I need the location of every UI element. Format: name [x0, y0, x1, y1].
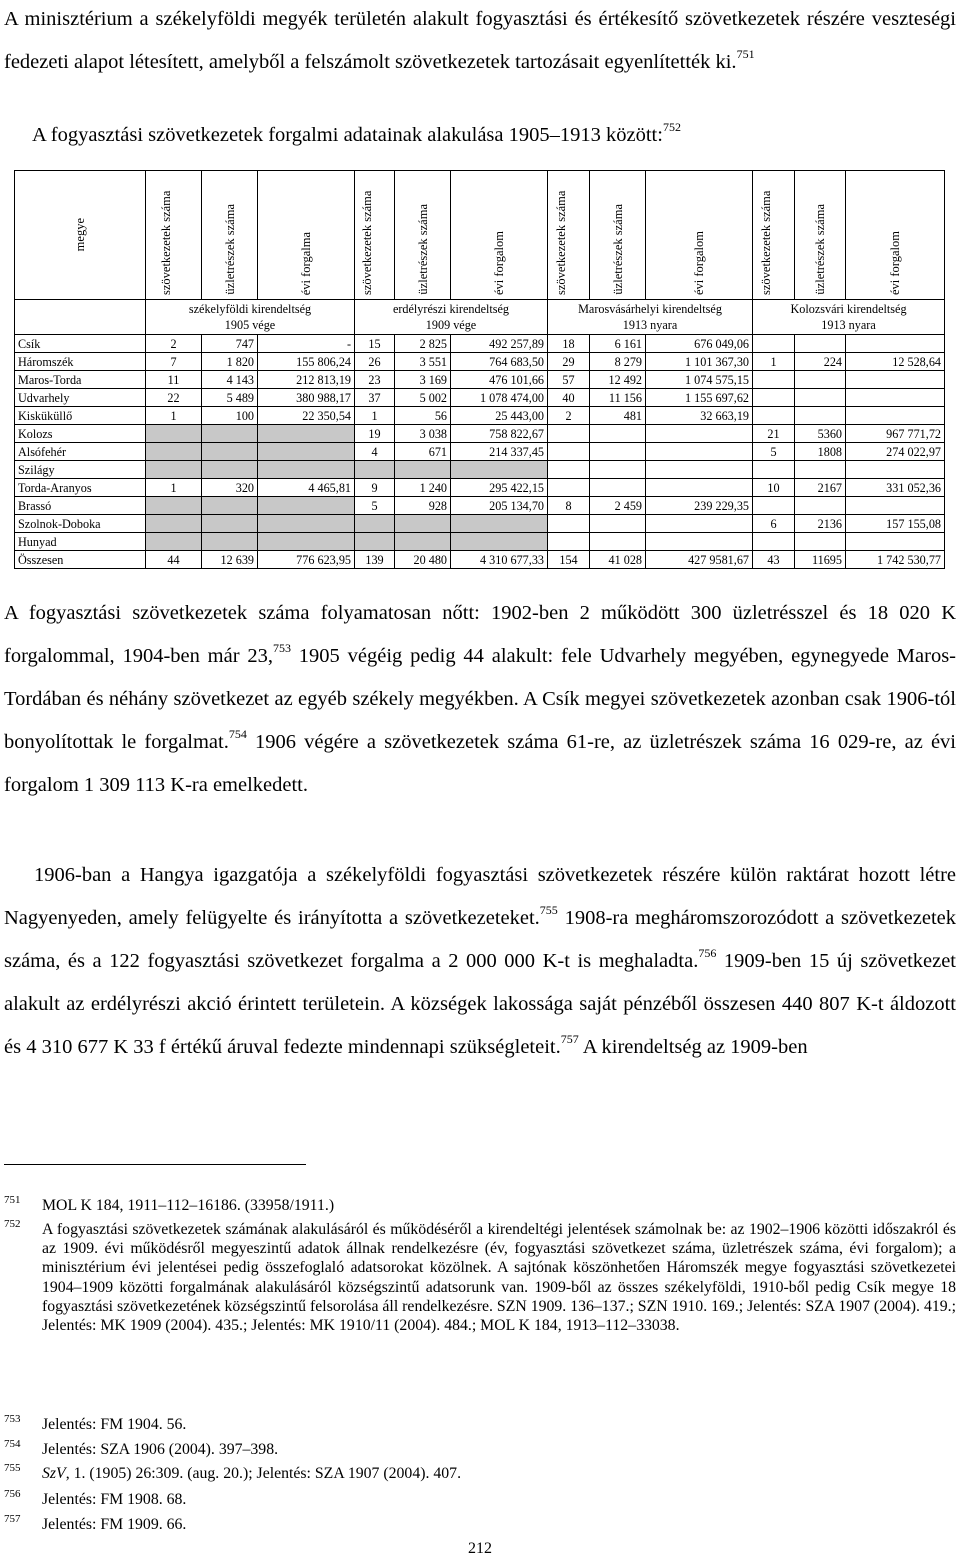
- table-cell: 4: [355, 443, 395, 461]
- table-cell: 1 742 530,77: [846, 551, 945, 569]
- table-cell: 2 459: [590, 497, 646, 515]
- county-cell: Brassó: [15, 497, 146, 515]
- table-caption: [32, 120, 681, 147]
- table-cell: [258, 497, 355, 515]
- table-cell: 274 022,97: [846, 443, 945, 461]
- table-cell: [646, 479, 753, 497]
- table-cell: 1808: [795, 443, 846, 461]
- county-cell: Kolozs: [15, 425, 146, 443]
- table-cell: [846, 371, 945, 389]
- table-cell: 2167: [795, 479, 846, 497]
- table-cell: [646, 515, 753, 533]
- table-cell: 22 350,54: [258, 407, 355, 425]
- col-header: évi forgalma: [258, 171, 355, 300]
- table-cell: 37: [355, 389, 395, 407]
- group-header-1905: székelyföldi kirendeltség 1905 vége: [146, 300, 355, 335]
- table-row: [15, 353, 945, 371]
- table-cell: 224: [795, 353, 846, 371]
- intro-text: A minisztérium a székelyföldi megyék területén alakult fogyasztási és értékesítő szövetkezetek részére veszteségi fedezeti alapot létesített, amelyből a felszámolt szövetkezetek tartozásait egyenlítették ki.: [4, 8, 956, 73]
- group-header-blank: [15, 300, 146, 335]
- cooperatives-table: [14, 170, 945, 569]
- table-cell: [795, 497, 846, 515]
- table-cell: [753, 497, 795, 515]
- table-cell: 11695: [795, 551, 846, 569]
- table-cell: [753, 407, 795, 425]
- table-cell: 2: [548, 407, 590, 425]
- table-cell: [846, 407, 945, 425]
- col-header-megye: megye: [15, 171, 146, 300]
- table-cell: 212 813,19: [258, 371, 355, 389]
- table-cell: 41 028: [590, 551, 646, 569]
- table-cell: [258, 515, 355, 533]
- col-header: évi forgalom: [846, 171, 945, 300]
- table-cell: 3 551: [395, 353, 451, 371]
- table-cell: 1 820: [202, 353, 258, 371]
- col-header: üzletrészek száma: [395, 171, 451, 300]
- table-cell: 1: [753, 353, 795, 371]
- table-cell: [590, 515, 646, 533]
- table-cell: 57: [548, 371, 590, 389]
- table-cell: 8 279: [590, 353, 646, 371]
- table-body: [15, 335, 945, 569]
- table-cell: 747: [202, 335, 258, 353]
- table-cell: [395, 515, 451, 533]
- table-cell: 43: [753, 551, 795, 569]
- table-cell: 2136: [795, 515, 846, 533]
- table-cell: [146, 443, 202, 461]
- table-cell: 2 825: [395, 335, 451, 353]
- table-cell: 5: [753, 443, 795, 461]
- table-cell: [753, 533, 795, 551]
- table-cell: 476 101,66: [451, 371, 548, 389]
- table-cell: 928: [395, 497, 451, 515]
- table-cell: [795, 407, 846, 425]
- table-cell: [202, 533, 258, 551]
- table-cell: 21: [753, 425, 795, 443]
- table-cell: 9: [355, 479, 395, 497]
- table-cell: 205 134,70: [451, 497, 548, 515]
- table-cell: [646, 425, 753, 443]
- table-cell: 44: [146, 551, 202, 569]
- table-row: [15, 425, 945, 443]
- table-cell: [258, 443, 355, 461]
- table-cell: 40: [548, 389, 590, 407]
- group-header-row: [15, 300, 945, 335]
- table-cell: 1: [146, 479, 202, 497]
- table-cell: 23: [355, 371, 395, 389]
- group-header-1909: erdélyrészi kirendeltség 1909 vége: [355, 300, 548, 335]
- footnote-ref-756[interactable]: 756: [698, 946, 717, 960]
- table-row: [15, 371, 945, 389]
- table-cell: 967 771,72: [846, 425, 945, 443]
- table-row: [15, 443, 945, 461]
- col-header: szövetkezetek száma: [146, 171, 202, 300]
- table-cell: 25 443,00: [451, 407, 548, 425]
- table-cell: [590, 425, 646, 443]
- table-cell: [146, 425, 202, 443]
- col-header: üzletrészek száma: [795, 171, 846, 300]
- table-cell: [795, 461, 846, 479]
- table-cell: [258, 461, 355, 479]
- footnote-ref-757[interactable]: 757: [560, 1032, 579, 1046]
- table-cell: 320: [202, 479, 258, 497]
- table-cell: 295 422,15: [451, 479, 548, 497]
- county-cell: Torda-Aranyos: [15, 479, 146, 497]
- table-cell: 32 663,19: [646, 407, 753, 425]
- footnote-ref-752[interactable]: 752: [662, 120, 681, 134]
- table-cell: [846, 389, 945, 407]
- table-cell: 7: [146, 353, 202, 371]
- table-row: [15, 335, 945, 353]
- table-cell: [590, 479, 646, 497]
- table-cell: 239 229,35: [646, 497, 753, 515]
- table-cell: 10: [753, 479, 795, 497]
- group-header-kolozsvar: Kolozsvári kirendeltség 1913 nyara: [753, 300, 945, 335]
- table-row: [15, 551, 945, 569]
- table-cell: 5 489: [202, 389, 258, 407]
- table-cell: [548, 461, 590, 479]
- table-cell: [846, 335, 945, 353]
- col-header: üzletrészek száma: [590, 171, 646, 300]
- county-cell: Maros-Torda: [15, 371, 146, 389]
- table-cell: 8: [548, 497, 590, 515]
- table-cell: 139: [355, 551, 395, 569]
- table-cell: [795, 335, 846, 353]
- table-cell: [202, 497, 258, 515]
- table-cell: 5: [355, 497, 395, 515]
- table-cell: [590, 443, 646, 461]
- col-header: szövetkezetek száma: [548, 171, 590, 300]
- table-cell: 3 038: [395, 425, 451, 443]
- table-cell: [795, 533, 846, 551]
- table-cell: 1: [355, 407, 395, 425]
- county-cell: Hunyad: [15, 533, 146, 551]
- table-cell: [590, 533, 646, 551]
- table-cell: 331 052,36: [846, 479, 945, 497]
- table-cell: 3 169: [395, 371, 451, 389]
- table-cell: 6: [753, 515, 795, 533]
- table-cell: 1 074 575,15: [646, 371, 753, 389]
- table-cell: [646, 461, 753, 479]
- body-paragraph-1: A fogyasztási szövetkezetek száma folyamatosan nőtt: 1902-ben 2 működött 300 üzletrésszel és 18 020 K forgalommal, 1904-ben már 23,$^{753}$ 1905 végéig pedig 44 alakult: fele Udvarhely megyében, egynegyede Maros-Tordában és néhány szövetkezet az egyéb székely megyékben. A Csík megyei szövetkezetek azonban csak 1906-tól bonyolítottak le forgalmat.$^{754}$ 1906 végére a szövetkezetek száma 61-re, az üzletrészek száma 16 029-re, az évi forgalom 1 309 113 K-ra emelkedett.: [4, 602, 956, 796]
- table-row: [15, 407, 945, 425]
- col-header: évi forgalom: [646, 171, 753, 300]
- table-cell: 4 143: [202, 371, 258, 389]
- table-cell: 1: [146, 407, 202, 425]
- table-cell: [548, 443, 590, 461]
- table-cell: 20 480: [395, 551, 451, 569]
- table-cell: 100: [202, 407, 258, 425]
- table-cell: 776 623,95: [258, 551, 355, 569]
- table-cell: 492 257,89: [451, 335, 548, 353]
- col-header: évi forgalom: [451, 171, 548, 300]
- table-cell: [646, 533, 753, 551]
- county-cell: Szilágy: [15, 461, 146, 479]
- table-cell: 758 822,67: [451, 425, 548, 443]
- col-header: szövetkezetek száma: [355, 171, 395, 300]
- table-row: [15, 533, 945, 551]
- table-cell: [258, 425, 355, 443]
- table-cell: 155 806,24: [258, 353, 355, 371]
- table-cell: [202, 515, 258, 533]
- table-cell: 18: [548, 335, 590, 353]
- table-cell: [646, 443, 753, 461]
- intro-paragraph: [4, 0, 956, 84]
- table-cell: [355, 533, 395, 551]
- table-cell: [846, 497, 945, 515]
- table-cell: 29: [548, 353, 590, 371]
- table-cell: [548, 425, 590, 443]
- table-row: [15, 515, 945, 533]
- table-cell: [846, 461, 945, 479]
- table-cell: [753, 389, 795, 407]
- table-cell: 5 002: [395, 389, 451, 407]
- footnote-ref-754[interactable]: 754: [228, 727, 247, 741]
- table-cell: 380 988,17: [258, 389, 355, 407]
- table-row: [15, 497, 945, 515]
- table-cell: [753, 371, 795, 389]
- table-cell: 1 101 367,30: [646, 353, 753, 371]
- table-cell: [451, 515, 548, 533]
- table-cell: [395, 461, 451, 479]
- table-cell: [146, 515, 202, 533]
- table-cell: [258, 533, 355, 551]
- table-cell: [395, 533, 451, 551]
- table-cell: [590, 461, 646, 479]
- caption-text: A fogyasztási szövetkezetek forgalmi adatainak alakulása 1905–1913 között:: [32, 124, 663, 146]
- table-cell: 11 156: [590, 389, 646, 407]
- table-cell: 764 683,50: [451, 353, 548, 371]
- table-cell: [146, 461, 202, 479]
- county-cell: Alsófehér: [15, 443, 146, 461]
- table-cell: [795, 371, 846, 389]
- table-cell: [146, 533, 202, 551]
- county-cell: Összesen: [15, 551, 146, 569]
- table-cell: 5360: [795, 425, 846, 443]
- table-cell: [795, 389, 846, 407]
- table-cell: [355, 515, 395, 533]
- table-cell: 1 078 474,00: [451, 389, 548, 407]
- table-cell: 676 049,06: [646, 335, 753, 353]
- county-cell: Kisküküllő: [15, 407, 146, 425]
- table-cell: 157 155,08: [846, 515, 945, 533]
- county-cell: Udvarhely: [15, 389, 146, 407]
- table-row: [15, 389, 945, 407]
- table-cell: 22: [146, 389, 202, 407]
- table-cell: 15: [355, 335, 395, 353]
- footnote-separator: [4, 1164, 306, 1165]
- footnote-ref-755[interactable]: 755: [539, 903, 558, 917]
- table-cell: [548, 533, 590, 551]
- county-cell: Csík: [15, 335, 146, 353]
- table-cell: 26: [355, 353, 395, 371]
- table-cell: 4 310 677,33: [451, 551, 548, 569]
- table-cell: 11: [146, 371, 202, 389]
- table-cell: 4 465,81: [258, 479, 355, 497]
- table-cell: [846, 533, 945, 551]
- table-cell: 1 155 697,62: [646, 389, 753, 407]
- county-cell: Szolnok-Doboka: [15, 515, 146, 533]
- col-header: szövetkezetek száma: [753, 171, 795, 300]
- table-cell: [202, 425, 258, 443]
- table-cell: [753, 335, 795, 353]
- table-cell: [548, 515, 590, 533]
- table-cell: -: [258, 335, 355, 353]
- table-cell: 56: [395, 407, 451, 425]
- page-number: 212: [468, 1540, 492, 1557]
- table-row: [15, 479, 945, 497]
- table-cell: 12 492: [590, 371, 646, 389]
- table-cell: 671: [395, 443, 451, 461]
- table-cell: 427 9581,67: [646, 551, 753, 569]
- county-cell: Háromszék: [15, 353, 146, 371]
- table-cell: [548, 479, 590, 497]
- table-cell: 2: [146, 335, 202, 353]
- table-cell: 6 161: [590, 335, 646, 353]
- table-cell: [451, 533, 548, 551]
- table-cell: 1 240: [395, 479, 451, 497]
- body-paragraph-2: 1906-ban a Hangya igazgatója a székelyföldi fogyasztási szövetkezetek részére külön raktárat hozott létre Nagyenyeden, amely felügyelte és irányította a szövetkezeteket.$^{755}$ 1908-ra megháromszorozódott a szövetkezetek száma, és a 122 fogyasztási szövetkezet forgalma a 2 000 000 K-t is meghaladta.$^{756}$ 1909-ben 15 új szövetkezet alakult az erdélyrészi akció érintett területein. A községek lakossága saját pénzéből összesen 440 807 K-t áldozott és 4 310 677 K 33 f értékű áruval fedezte mindennapi szükségleteit.$^{757}$ A kirendeltség az 1909-ben: [4, 864, 957, 1058]
- table-cell: [355, 461, 395, 479]
- table-cell: 19: [355, 425, 395, 443]
- table-row: [15, 461, 945, 479]
- table-cell: 154: [548, 551, 590, 569]
- table-cell: 12 528,64: [846, 353, 945, 371]
- table-cell: [451, 461, 548, 479]
- group-header-marosvasarhely: Marosvásárhelyi kirendeltség 1913 nyara: [548, 300, 753, 335]
- footnote-ref-753[interactable]: 753: [273, 641, 291, 655]
- table-cell: 481: [590, 407, 646, 425]
- table-cell: 12 639: [202, 551, 258, 569]
- table-cell: [202, 443, 258, 461]
- col-header: üzletrészek száma: [202, 171, 258, 300]
- column-header-row: [15, 171, 945, 300]
- table-cell: [753, 461, 795, 479]
- table-cell: 214 337,45: [451, 443, 548, 461]
- table-cell: [202, 461, 258, 479]
- footnote-ref-751[interactable]: 751: [736, 47, 755, 61]
- table-cell: [146, 497, 202, 515]
